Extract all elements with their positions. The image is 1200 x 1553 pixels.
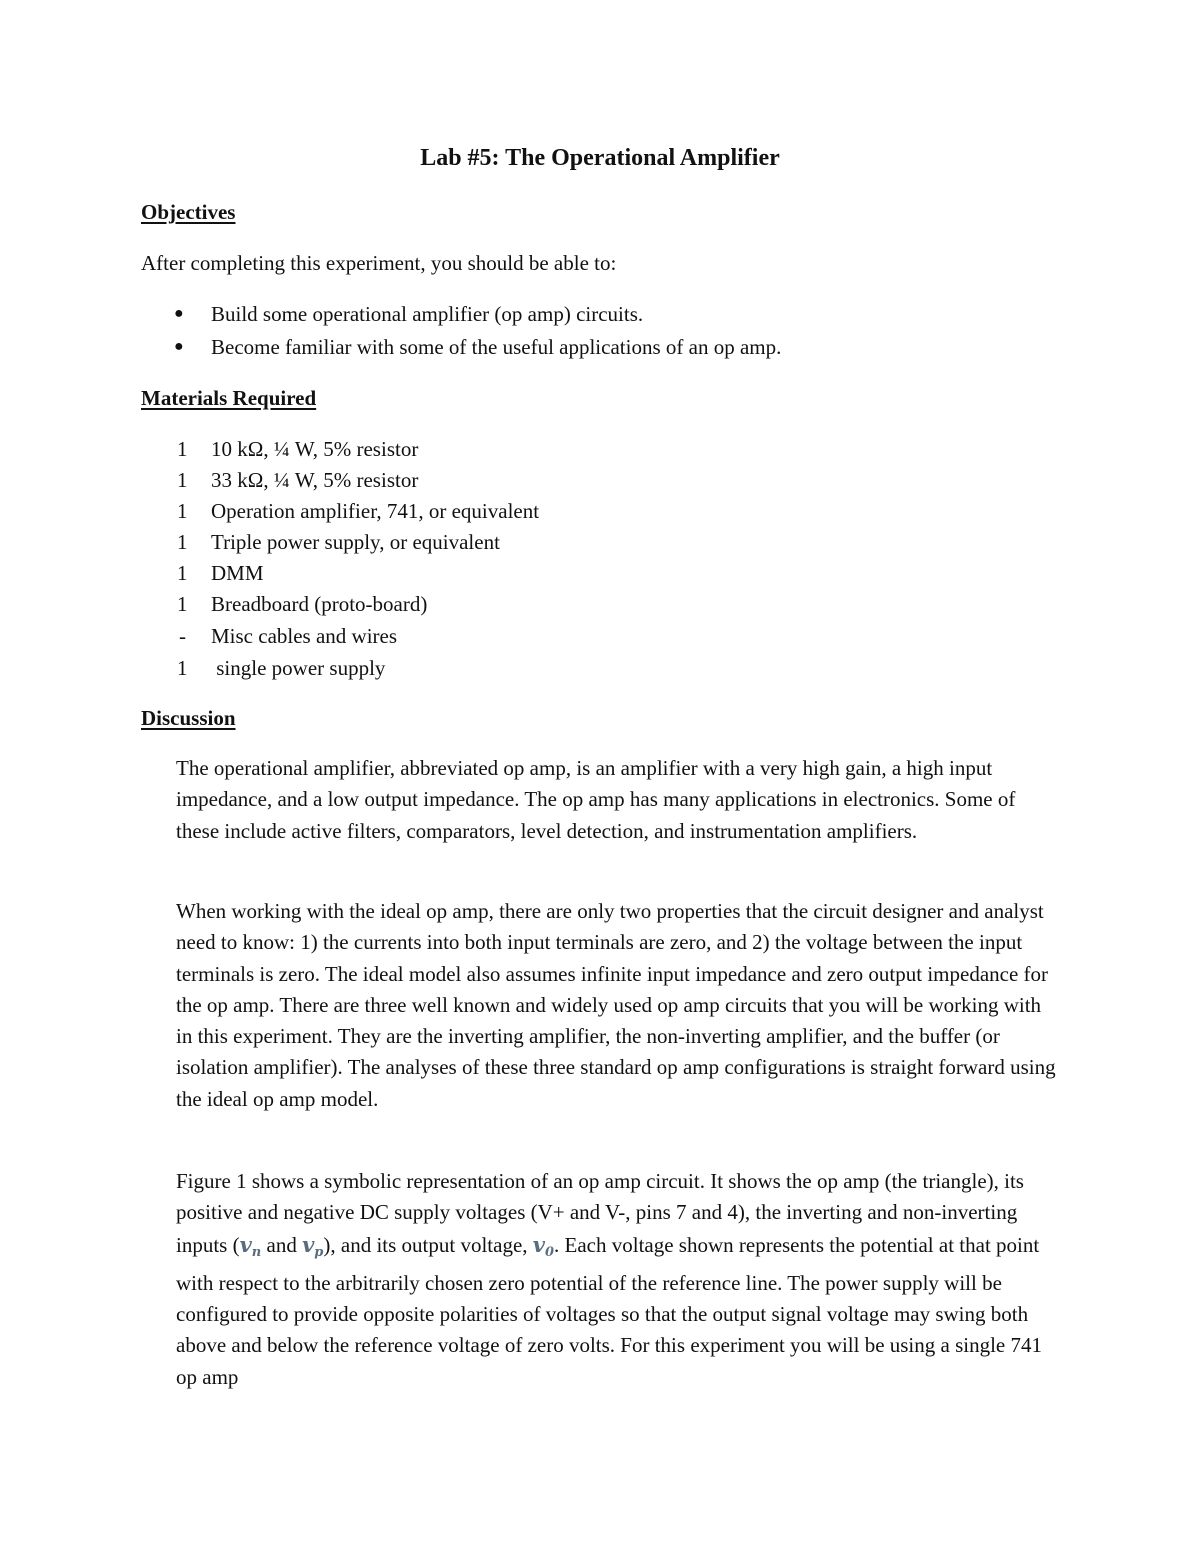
discussion-paragraph-3 [176,1166,1056,1393]
objective-text: Become familiar with some of the useful applications of an op amp. [211,335,782,359]
vp-symbol [302,1231,324,1260]
material-qty: 1 [177,530,188,554]
discussion-paragraph-1: The operational amplifier, abbreviated op amp, is an amplifier with a very high gain, a high input impedance, and a low output impedance. The op amp has many applications in electronics. Some of these include active filters, comparators, level detection, and instrumentation amplifiers. [176,756,1016,843]
document-title: Lab #5: The Operational Amplifier [420,145,780,171]
material-qty: 1 [177,468,188,492]
symbol-base: v [532,1231,545,1257]
symbol-subscript: n [251,1244,262,1260]
material-desc: single power supply [211,656,386,680]
objectives-intro: After completing this experiment, you should be able to: [141,251,617,275]
material-desc: 33 kΩ, ¼ W, 5% resistor [211,468,419,492]
vn-symbol [239,1231,262,1260]
paragraph-text: and [261,1232,303,1257]
material-qty: - [179,624,186,648]
material-desc: Breadboard (proto-board) [211,592,428,616]
material-qty: 1 [177,561,188,585]
paragraph-text: . Each voltage shown represents the potential at that point with respect to the arbitrarily chosen zero potential of the reference line. The power supply will be configured to provide opposite polarities of voltages so that the output signal voltage may swing both above and below the reference voltage of zero volts. For this experiment you will be using a single 741 op amp [176,1232,1043,1389]
materials-heading: Materials Required [141,386,317,410]
material-desc: Misc cables and wires [211,624,398,648]
symbol-base: v [239,1231,252,1257]
paragraph-text: Figure 1 shows a symbolic representation of an op amp circuit. It shows the op amp (the triangle), its positive and negative DC supply voltages (V+ and V-, pins 7 and 4), the inverting and non-inverting inputs ( [176,1169,1024,1257]
bullet-icon: ● [174,338,184,355]
material-desc: 10 kΩ, ¼ W, 5% resistor [211,437,419,461]
discussion-heading: Discussion [141,706,236,730]
discussion-paragraph-2: When working with the ideal op amp, there are only two properties that the circuit designer and analyst need to know: 1) the currents into both input terminals are zero, and 2) the voltage between the input terminals is zero. The ideal model also assumes infinite input impedance and zero output impedance for the op amp. There are three well known and widely used op amp circuits that you will be working with in this experiment. They are the inverting amplifier, the non-inverting amplifier, and the buffer (or isolation amplifier). The analyses of these three standard op amp configurations is straight forward using the ideal op amp model. [176,899,1056,1111]
symbol-subscript: 0 [544,1244,555,1260]
symbol-subscript: p [314,1244,324,1260]
bullet-icon: ● [174,305,184,322]
objectives-heading: Objectives [141,200,236,224]
material-qty: 1 [177,592,188,616]
symbol-base: v [302,1231,315,1257]
material-qty: 1 [177,437,188,461]
material-qty: 1 [177,656,188,680]
material-qty: 1 [177,499,188,523]
material-desc: Triple power supply, or equivalent [211,530,500,554]
objective-text: Build some operational amplifier (op amp) circuits. [211,302,644,326]
v0-symbol [532,1231,555,1260]
material-desc: Operation amplifier, 741, or equivalent [211,499,540,523]
paragraph-text: ), and its output voltage, [323,1232,533,1257]
material-desc: DMM [211,561,264,585]
